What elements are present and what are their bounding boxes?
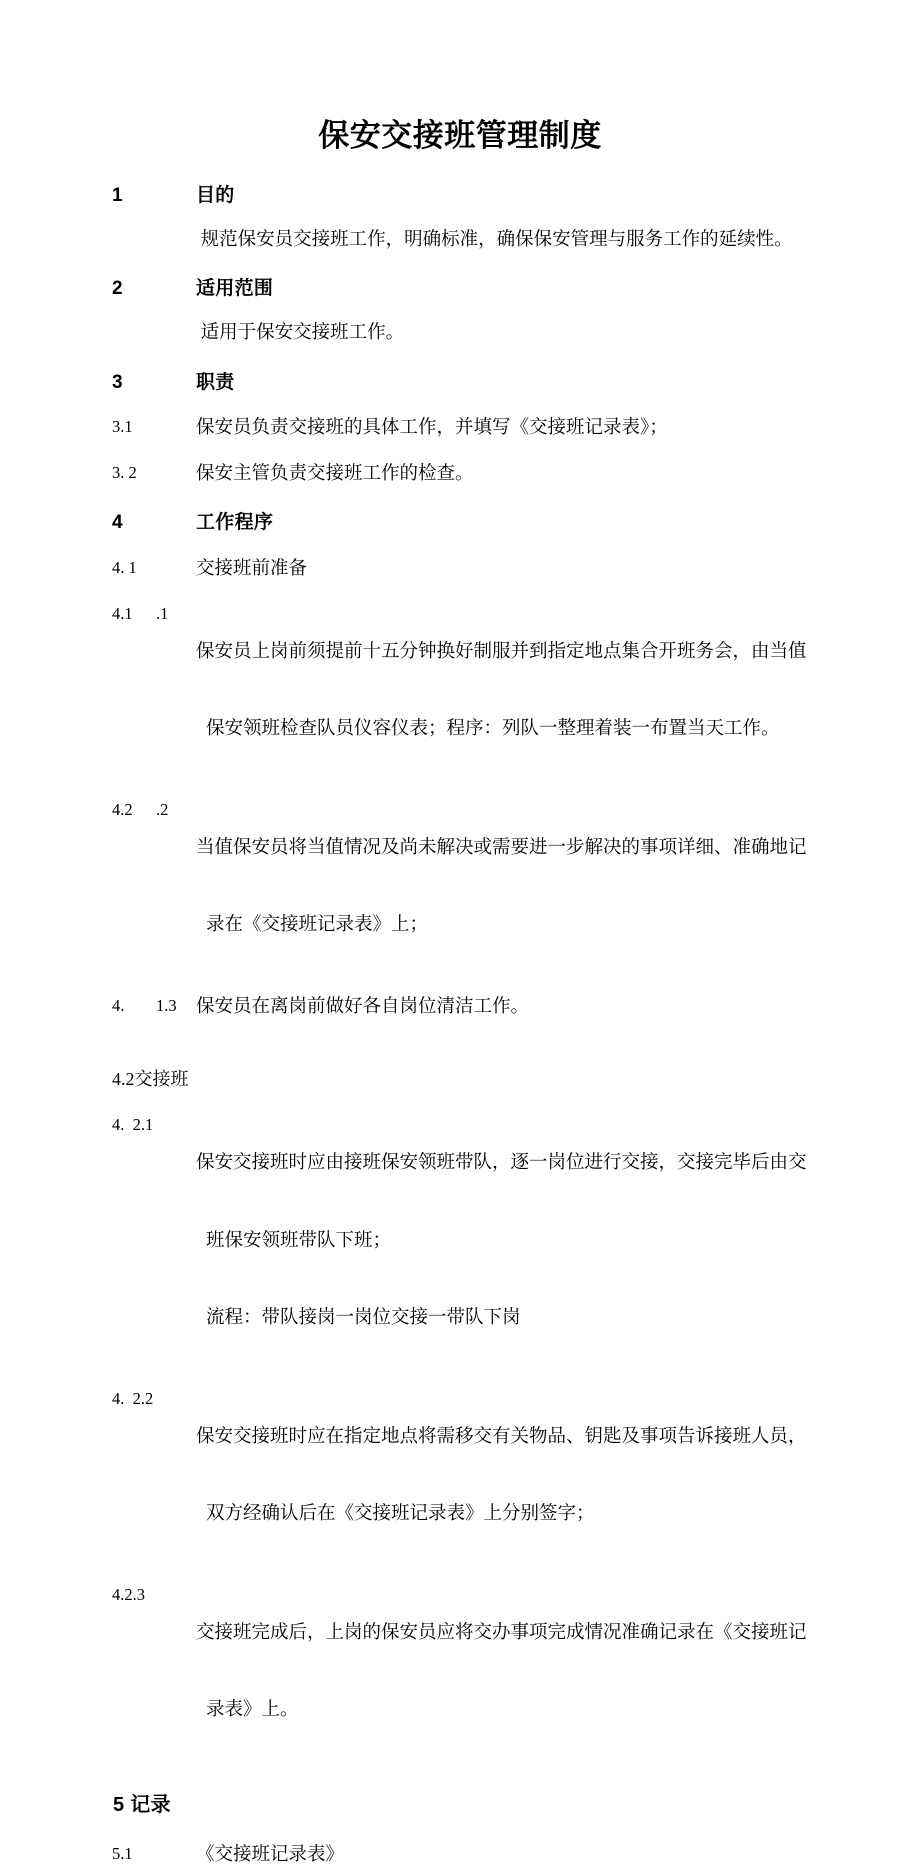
item-text-line: 双方经确认后在《交接班记录表》上分别签字； bbox=[206, 1504, 595, 1524]
subsection-heading-4-2: 4.2交接班 bbox=[112, 1069, 189, 1089]
item-text: 保安员负责交接班的具体工作，并填写《交接班记录表》； bbox=[196, 418, 668, 438]
section-label-3: 职责 bbox=[196, 372, 235, 393]
section-heading-4 bbox=[112, 513, 812, 532]
section-heading-1 bbox=[112, 186, 812, 205]
item-number bbox=[112, 603, 196, 623]
list-item bbox=[112, 1843, 812, 1865]
item-number bbox=[112, 995, 196, 1015]
section-body-2: 适用于保安交接班工作。 bbox=[196, 322, 405, 343]
item-text-line: 录在《交接班记录表》上； bbox=[206, 915, 429, 935]
item-number: 3. 2 bbox=[112, 462, 137, 482]
item-text-line: 保安员上岗前须提前十五分钟换好制服并到指定地点集合开班务会，由当值 bbox=[196, 641, 807, 662]
item-text-line: 保安交接班时应在指定地点将需移交有关物品、钥匙及事项告诉接班人员， bbox=[196, 1426, 807, 1447]
section-number-2: 2 bbox=[112, 277, 123, 299]
section-number-1: 1 bbox=[112, 185, 123, 206]
item-text: 保安员在离岗前做好各自岗位清洁工作。 bbox=[196, 996, 530, 1017]
list-item bbox=[112, 1388, 812, 1561]
item-text-line: 保安领班检查队员仪容仪表；程序：列队一整理着装一布置当天工作。 bbox=[206, 719, 780, 739]
item-number-primary: 4.1 bbox=[112, 603, 133, 623]
item-number: 5.1 bbox=[112, 1843, 133, 1863]
item-text bbox=[196, 1391, 812, 1561]
item-number bbox=[112, 799, 196, 819]
section-number-4: 4 bbox=[112, 512, 123, 533]
subsection-number-4-1: 4. 1 bbox=[112, 558, 137, 577]
item-text-line: 当值保安员将当值情况及尚未解决或需要进一步解决的事项详细、准确地记 bbox=[196, 837, 807, 858]
list-item bbox=[112, 419, 812, 438]
list-item bbox=[112, 1584, 812, 1757]
list-item bbox=[112, 995, 812, 1017]
section-label-1: 目的 bbox=[196, 185, 235, 206]
page-title: 保安交接班管理制度 bbox=[318, 118, 602, 153]
document-body bbox=[112, 186, 812, 1864]
section-label-4: 工作程序 bbox=[196, 512, 274, 533]
item-text-line: 流程：带队接岗一岗位交接一带队下岗 bbox=[206, 1308, 521, 1328]
list-item bbox=[112, 462, 812, 484]
item-text-line: 交接班完成后，上岗的保安员应将交办事项完成情况准确记录在《交接班记 bbox=[196, 1622, 807, 1643]
item-number: 4. 2.2 bbox=[112, 1388, 154, 1408]
section-body-1: 规范保安员交接班工作，明确标准，确保保安管理与服务工作的延续性。 bbox=[196, 230, 793, 250]
section-number-3: 3 bbox=[112, 372, 123, 393]
item-number-secondary: .2 bbox=[156, 799, 169, 819]
item-number-primary: 4.2 bbox=[112, 799, 133, 819]
subsection-label-4-1: 交接班前准备 bbox=[196, 559, 308, 579]
section-label-2: 适用范围 bbox=[196, 277, 274, 299]
item-number: 4. 2.1 bbox=[112, 1115, 154, 1134]
item-text bbox=[196, 1587, 812, 1757]
item-number-primary: 4. bbox=[112, 995, 125, 1015]
section-heading-3 bbox=[112, 373, 812, 392]
item-text-line: 录表》上。 bbox=[206, 1700, 299, 1720]
list-item bbox=[112, 799, 812, 972]
item-text bbox=[196, 802, 812, 972]
subsection-heading-4-1 bbox=[112, 560, 812, 579]
item-text-line: 班保安领班带队下班； bbox=[206, 1230, 392, 1251]
list-item bbox=[112, 603, 812, 776]
item-text: 《交接班记录表》 bbox=[196, 1844, 345, 1865]
section-heading-2 bbox=[112, 279, 812, 298]
item-number: 4.2.3 bbox=[112, 1584, 145, 1604]
section-heading-5: 5 记录 bbox=[113, 1793, 171, 1816]
item-text-line: 保安交接班时应由接班保安领班带队，逐一岗位进行交接，交接完毕后由交 bbox=[196, 1153, 807, 1173]
item-text bbox=[196, 1117, 812, 1365]
item-number-secondary: .1 bbox=[156, 603, 169, 623]
item-text: 保安主管负责交接班工作的检查。 bbox=[196, 463, 474, 484]
item-number-secondary: 1.3 bbox=[156, 995, 177, 1015]
item-text bbox=[196, 606, 812, 776]
item-number: 3.1 bbox=[112, 417, 133, 436]
list-item bbox=[112, 1117, 812, 1365]
